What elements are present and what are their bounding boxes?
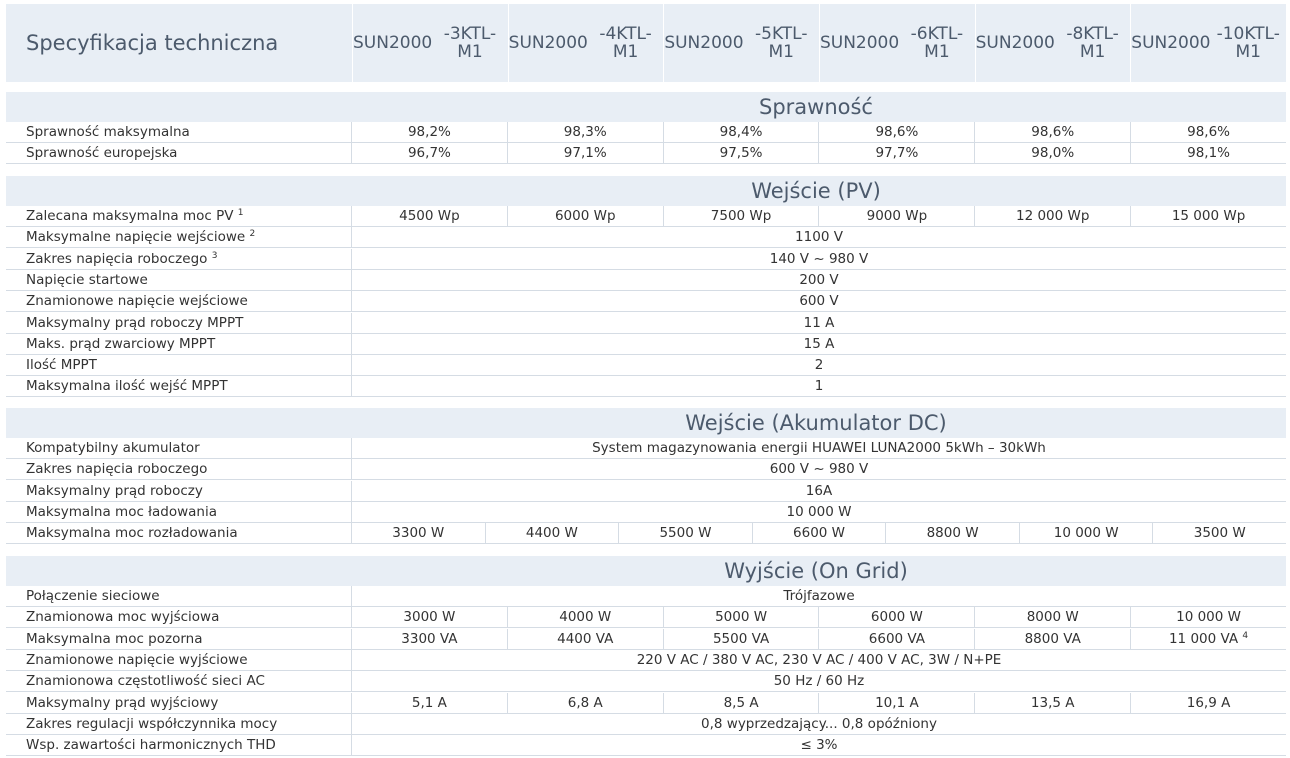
footnote-marker: 3 bbox=[211, 250, 218, 261]
value-cell: 97,1% bbox=[508, 143, 664, 163]
spec-row bbox=[6, 714, 1286, 735]
value-cell: 8000 W bbox=[975, 607, 1131, 627]
value-cell: 10,1 A bbox=[819, 693, 975, 713]
value-cell-span: 600 V bbox=[799, 293, 839, 310]
value-cell-span: 600 V ~ 980 V bbox=[769, 461, 869, 478]
value-cell-span: 1 bbox=[814, 378, 824, 395]
footnote-marker: 2 bbox=[249, 229, 256, 240]
spec-title: Specyfikacja techniczna bbox=[26, 31, 279, 55]
spec-row bbox=[6, 355, 1286, 376]
value-cell: 9000 Wp bbox=[819, 206, 975, 226]
spec-row bbox=[6, 523, 1286, 544]
row-label: Zakres napięcia roboczego bbox=[6, 459, 352, 479]
spec-row bbox=[6, 693, 1286, 714]
row-label: Maksymalny prąd wyjściowy bbox=[6, 693, 352, 713]
value-cell: 5500 VA bbox=[664, 629, 820, 649]
value-cell-span: 140 V ~ 980 V bbox=[769, 250, 869, 267]
section-title: Wejście (Akumulator DC) bbox=[6, 408, 1286, 438]
value-cell-span: 220 V AC / 380 V AC, 230 V AC / 400 V AC, 3W / N+PE bbox=[636, 651, 1002, 668]
value-cell: 96,7% bbox=[352, 143, 508, 163]
spec-row bbox=[6, 291, 1286, 312]
row-label: Maks. prąd zwarciowy MPPT bbox=[6, 334, 352, 354]
spec-row bbox=[6, 313, 1286, 334]
value-cell: 15 000 Wp bbox=[1171, 208, 1246, 224]
value-cell: 6600 VA bbox=[819, 629, 975, 649]
spec-row bbox=[6, 206, 1286, 227]
spec-row bbox=[6, 607, 1286, 628]
value-cell: 4400 W bbox=[486, 523, 620, 543]
footnote-marker: 1 bbox=[237, 208, 244, 218]
row-label: Maksymalne napięcie wejściowe $^2$ bbox=[6, 227, 352, 247]
spec-row bbox=[6, 376, 1286, 397]
value-cell: 98,2% bbox=[352, 122, 508, 142]
value-cell: 98,4% bbox=[664, 122, 820, 142]
value-cell-span: 16A bbox=[805, 482, 833, 499]
spec-row bbox=[6, 227, 1286, 248]
row-label: Maksymalna moc pozorna bbox=[6, 629, 352, 649]
model-header: SUN2000 -10KTL-M1 bbox=[1130, 4, 1286, 82]
value-cell: 7500 Wp bbox=[664, 206, 820, 226]
row-label: Maksymalna moc ładowania bbox=[6, 502, 352, 522]
row-label: Zakres napięcia roboczego $^3$ bbox=[6, 249, 352, 269]
value-cell-span: 0,8 wyprzedzający... 0,8 opóźniony bbox=[701, 715, 937, 732]
model-header: SUN2000 -6KTL-M1 bbox=[819, 4, 975, 82]
row-label: Znamionowa moc wyjściowa bbox=[6, 607, 352, 627]
value-cell: 6000 Wp bbox=[508, 206, 664, 226]
spec-row bbox=[6, 481, 1286, 502]
spec-header bbox=[6, 4, 1286, 82]
spec-row bbox=[6, 735, 1286, 756]
value-cell: 8800 W bbox=[886, 523, 1020, 543]
row-label: Maksymalny prąd roboczy bbox=[6, 481, 352, 501]
spec-row bbox=[6, 249, 1286, 270]
model-header: SUN2000 -8KTL-M1 bbox=[975, 4, 1131, 82]
value-cell: 11 000 VA $^4$ bbox=[1168, 630, 1249, 647]
spec-row bbox=[6, 459, 1286, 480]
section-title: Sprawność bbox=[6, 92, 1286, 122]
value-cell: 98,0% bbox=[975, 143, 1131, 163]
spec-row bbox=[6, 650, 1286, 671]
value-cell-span: Trójfazowe bbox=[783, 588, 855, 604]
row-label: Maksymalny prąd roboczy MPPT bbox=[6, 313, 352, 333]
value-cell: 8,5 A bbox=[664, 693, 820, 713]
row-label: Maksymalna ilość wejść MPPT bbox=[6, 376, 352, 396]
spec-row bbox=[6, 502, 1286, 523]
model-header: SUN2000 -5KTL-M1 bbox=[663, 4, 819, 82]
row-label: Zalecana maksymalna moc PV $^1$ bbox=[6, 206, 352, 226]
value-cell: 98,6% bbox=[1187, 124, 1230, 140]
spec-row bbox=[6, 122, 1286, 143]
value-cell: 98,6% bbox=[975, 122, 1131, 142]
value-cell: 6000 W bbox=[819, 607, 975, 627]
value-cell: 3300 VA bbox=[352, 629, 508, 649]
value-cell: 6600 W bbox=[753, 523, 887, 543]
value-cell: 3300 W bbox=[352, 523, 486, 543]
value-cell: 16,9 A bbox=[1186, 694, 1231, 711]
value-cell-span: 11 A bbox=[803, 314, 835, 331]
model-header: SUN2000 -3KTL-M1 bbox=[352, 4, 508, 82]
value-cell: 4500 Wp bbox=[352, 206, 508, 226]
value-cell: 3500 W bbox=[1193, 525, 1246, 542]
value-cell-span: 1100 V bbox=[795, 229, 843, 246]
row-label: Połączenie sieciowe bbox=[6, 586, 352, 606]
row-label: Znamionowa częstotliwość sieci AC bbox=[6, 671, 352, 691]
spec-row bbox=[6, 671, 1286, 692]
value-cell-span: ≤ 3% bbox=[800, 737, 838, 754]
value-cell: 8800 VA bbox=[975, 629, 1131, 649]
value-cell: 10 000 W bbox=[1176, 609, 1241, 626]
model-header: SUN2000 -4KTL-M1 bbox=[508, 4, 664, 82]
value-cell: 10 000 W bbox=[1020, 523, 1154, 543]
value-cell-span: 2 bbox=[814, 357, 824, 374]
spec-row bbox=[6, 334, 1286, 355]
spec-row bbox=[6, 270, 1286, 291]
value-cell: 5,1 A bbox=[352, 693, 508, 713]
row-label: Sprawność europejska bbox=[6, 143, 352, 163]
value-cell-span: 10 000 W bbox=[786, 503, 852, 520]
value-cell: 98,6% bbox=[819, 122, 975, 142]
row-label: Ilość MPPT bbox=[6, 355, 352, 375]
value-cell: 97,7% bbox=[819, 143, 975, 163]
row-label: Wsp. zawartości harmonicznych THD bbox=[6, 735, 352, 755]
value-cell: 13,5 A bbox=[975, 693, 1131, 713]
row-label: Napięcie startowe bbox=[6, 270, 352, 290]
footnote-marker: 4 bbox=[1242, 630, 1249, 641]
value-cell: 6,8 A bbox=[508, 693, 664, 713]
row-label: Kompatybilny akumulator bbox=[6, 438, 352, 458]
value-cell: 3000 W bbox=[352, 607, 508, 627]
spec-row bbox=[6, 438, 1286, 459]
value-cell: 98,1% bbox=[1187, 145, 1230, 162]
section-title: Wejście (PV) bbox=[6, 176, 1286, 206]
row-label: Zakres regulacji współczynnika mocy bbox=[6, 714, 352, 734]
value-cell: 4000 W bbox=[508, 607, 664, 627]
spec-row bbox=[6, 143, 1286, 164]
value-cell: 98,3% bbox=[508, 122, 664, 142]
value-cell: 4400 VA bbox=[508, 629, 664, 649]
value-cell-span: 50 Hz / 60 Hz bbox=[773, 673, 865, 690]
row-label: Znamionowe napięcie wejściowe bbox=[6, 291, 352, 311]
value-cell: 12 000 Wp bbox=[975, 206, 1131, 226]
row-label: Znamionowe napięcie wyjściowe bbox=[6, 650, 352, 670]
value-cell-span: 200 V bbox=[799, 271, 839, 288]
spec-row bbox=[6, 629, 1286, 650]
value-cell-span: System magazynowania energii HUAWEI LUNA2000 5kWh – 30kWh bbox=[592, 440, 1046, 456]
row-label: Maksymalna moc rozładowania bbox=[6, 523, 352, 543]
section-title: Wyjście (On Grid) bbox=[6, 556, 1286, 586]
value-cell-span: 15 A bbox=[803, 335, 835, 352]
value-cell: 5000 W bbox=[664, 607, 820, 627]
value-cell: 5500 W bbox=[619, 523, 753, 543]
spec-row bbox=[6, 586, 1286, 607]
row-label: Sprawność maksymalna bbox=[6, 122, 352, 142]
value-cell: 97,5% bbox=[664, 143, 820, 163]
